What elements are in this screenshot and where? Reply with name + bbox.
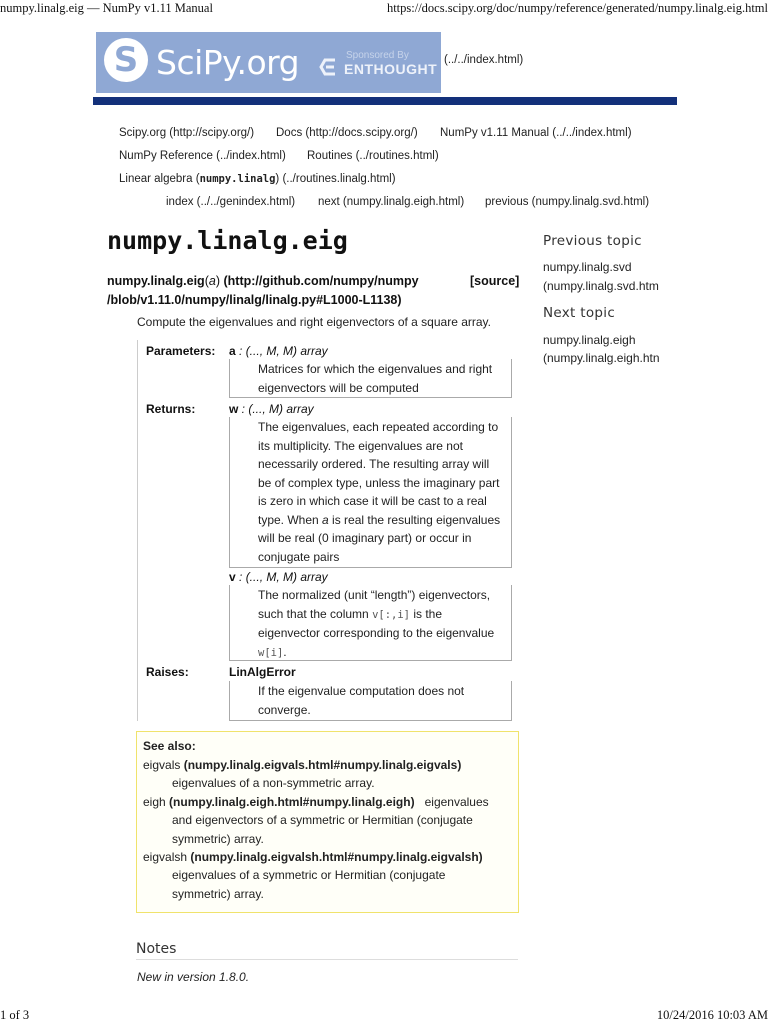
see-also-eigh-desc-start: eigenvalues bbox=[424, 795, 489, 809]
see-also-eigvals-link[interactable]: (numpy.linalg.eigvals.html#numpy.linalg.eigvals) bbox=[183, 758, 462, 772]
breadcrumb-docs[interactable]: Docs (http://docs.scipy.org/) bbox=[276, 127, 418, 139]
return-w-desc-line: its multiplicity. The eigenvalues are not bbox=[258, 438, 463, 453]
sponsor-label: Sponsored By bbox=[346, 50, 409, 61]
print-footer-page: 1 of 3 bbox=[0, 1008, 30, 1022]
param-a-name: a bbox=[229, 344, 236, 358]
see-also-eigvalsh-desc-2: symmetric) array. bbox=[172, 887, 264, 901]
see-also-eigvals-name: eigvals bbox=[143, 758, 181, 772]
breadcrumb-linalg-prefix: Linear algebra ( bbox=[119, 173, 200, 185]
see-also-heading bbox=[143, 737, 196, 756]
return-v-desc-line bbox=[258, 643, 494, 663]
see-also-eigh-name: eigh bbox=[143, 795, 166, 809]
return-w-desc-line: The eigenvalues, each repeated according to bbox=[258, 420, 499, 434]
see-also-eigvalsh-desc: eigenvalues of a symmetric or Hermitian (conjugate bbox=[172, 868, 446, 882]
raise-desc-line: If the eigenvalue computation does not bbox=[258, 684, 465, 698]
page-title: numpy.linalg.eig bbox=[107, 226, 348, 255]
see-also-eigh[interactable] bbox=[143, 793, 489, 812]
breadcrumb-linear-algebra[interactable] bbox=[119, 173, 396, 185]
return-w-desc-italic: a bbox=[322, 512, 329, 527]
breadcrumb-numpy-reference[interactable]: NumPy Reference (../index.html) bbox=[119, 150, 286, 162]
return-v-desc bbox=[258, 586, 494, 662]
source-link[interactable]: [source] bbox=[470, 274, 520, 288]
breadcrumb-scipy-org[interactable]: Scipy.org (http://scipy.org/) bbox=[119, 127, 255, 139]
return-v-desc-line: eigenvector corresponding to the eigenvalue bbox=[258, 626, 495, 640]
param-a bbox=[229, 344, 328, 358]
print-header-url: https://docs.scipy.org/doc/numpy/reference/generated/numpy.linalg.eig.html bbox=[386, 1, 768, 15]
see-also-heading-text: See also: bbox=[143, 739, 196, 753]
scipy-logo-banner[interactable] bbox=[96, 32, 441, 93]
sidebar-previous-heading: Previous topic bbox=[543, 233, 642, 249]
raise-desc bbox=[258, 682, 464, 719]
breadcrumb-linalg-code: numpy.linalg bbox=[199, 173, 276, 185]
param-a-desc-line: eigenvectors will be computed bbox=[258, 380, 419, 395]
signature-open-paren: ( bbox=[204, 274, 209, 288]
param-a-desc bbox=[258, 360, 492, 397]
enthought-logo-icon bbox=[318, 56, 340, 78]
return-v-desc-line: The normalized (unit “length”) eigenvectors, bbox=[258, 588, 491, 602]
notes-divider bbox=[136, 959, 518, 960]
sidebar-next-heading: Next topic bbox=[543, 305, 616, 321]
raise-linalgerror bbox=[229, 665, 296, 679]
return-v-desc-part: is the bbox=[410, 606, 443, 621]
signature-source-link-2[interactable]: /blob/v1.11.0/numpy/linalg/linalg.py#L1000-L1138) bbox=[107, 293, 402, 307]
relnav-next-link[interactable]: next (numpy.linalg.eigh.html) bbox=[318, 196, 465, 208]
print-footer-datetime: 10/24/2016 10:03 AM bbox=[656, 1008, 768, 1022]
return-w-desc-line: will be real (0 imaginary part) or occur in bbox=[258, 531, 472, 545]
return-w-name: w bbox=[229, 402, 239, 416]
param-table-border bbox=[137, 340, 139, 721]
return-v-name: v bbox=[229, 570, 236, 584]
signature-arg: a bbox=[208, 274, 216, 288]
raise-error-name: LinAlgError bbox=[229, 665, 296, 679]
param-a-desc-line: Matrices for which the eigenvalues and right bbox=[258, 362, 493, 376]
return-w-desc-line: be of complex type, unless the imaginary part bbox=[258, 475, 500, 490]
sidebar-next-link-url[interactable]: (numpy.linalg.eigh.htn bbox=[543, 351, 660, 365]
return-w-desc-part: is real the resulting eigenvalues bbox=[328, 512, 501, 527]
scipy-logo-text: SciPy.org bbox=[156, 43, 300, 82]
return-w-desc-line bbox=[258, 511, 500, 530]
returns-label: Returns: bbox=[146, 402, 196, 416]
signature-name: numpy.linalg.eig bbox=[107, 274, 205, 288]
function-description: Compute the eigenvalues and right eigenvectors of a square array. bbox=[137, 315, 491, 329]
return-w-type: : (..., M) array bbox=[238, 402, 314, 416]
return-v-desc-part: such that the column bbox=[258, 606, 373, 621]
return-w bbox=[229, 402, 314, 416]
return-w-desc-line: necessarily ordered. The resulting array will bbox=[258, 457, 490, 471]
return-w-desc-part: type. When bbox=[258, 512, 323, 527]
print-header-title: numpy.linalg.eig — NumPy v1.11 Manual bbox=[0, 1, 213, 15]
return-w-desc-line: is zero in which case it will be cast to a real bbox=[258, 494, 487, 508]
sidebar-next-link[interactable]: numpy.linalg.eigh bbox=[543, 333, 636, 347]
breadcrumb-numpy-manual[interactable]: NumPy v1.11 Manual (../../index.html) bbox=[440, 127, 632, 139]
return-v-desc-part: . bbox=[283, 644, 287, 659]
relnav-index-link[interactable]: index (../../genindex.html) bbox=[166, 196, 296, 208]
return-w-desc-line: conjugate pairs bbox=[258, 549, 340, 564]
see-also-eigvalsh[interactable] bbox=[143, 848, 483, 867]
see-also-eigvals-desc: eigenvalues of a non-symmetric array. bbox=[172, 776, 375, 790]
logo-link-text[interactable]: (../../index.html) bbox=[444, 54, 524, 66]
sidebar-previous-link[interactable]: numpy.linalg.svd bbox=[543, 260, 632, 274]
function-signature bbox=[107, 274, 419, 288]
notes-text: New in version 1.8.0. bbox=[137, 970, 250, 984]
see-also-eigvals[interactable] bbox=[143, 756, 461, 775]
breadcrumb-routines[interactable]: Routines (../routines.html) bbox=[307, 150, 439, 162]
return-v bbox=[229, 570, 328, 584]
return-v-type: : (..., M, M) array bbox=[235, 570, 328, 584]
see-also-eigvalsh-link[interactable]: (numpy.linalg.eigvalsh.html#numpy.linalg.eigvalsh) bbox=[190, 850, 483, 864]
signature-close-paren: ) bbox=[215, 274, 220, 288]
signature-source-link[interactable]: (http://github.com/numpy/numpy bbox=[223, 274, 419, 288]
see-also-eigh-desc: and eigenvectors of a symmetric or Hermitian (conjugate bbox=[172, 813, 473, 827]
see-also-eigh-link[interactable]: (numpy.linalg.eigh.html#numpy.linalg.eigh) bbox=[169, 795, 415, 809]
return-v-desc-code: w[i] bbox=[258, 646, 284, 659]
return-v-desc-code: v[:,i] bbox=[372, 608, 411, 621]
raises-label: Raises: bbox=[146, 665, 189, 679]
header-divider-bar bbox=[93, 97, 677, 105]
sponsor-name: ENTHOUGHT bbox=[344, 61, 438, 77]
relnav-previous-link[interactable]: previous (numpy.linalg.svd.html) bbox=[485, 196, 650, 208]
return-v-desc-line bbox=[258, 605, 494, 625]
scipy-logo-s-glyph: S bbox=[113, 40, 139, 80]
see-also-eigh-desc-2: symmetric) array. bbox=[172, 832, 264, 846]
raise-desc-line: converge. bbox=[258, 702, 311, 717]
return-w-desc bbox=[258, 418, 500, 566]
param-a-type: : (..., M, M) array bbox=[235, 344, 328, 358]
breadcrumb-linalg-suffix: ) (../routines.linalg.html) bbox=[275, 173, 396, 185]
see-also-eigvalsh-name: eigvalsh bbox=[143, 850, 188, 864]
sidebar-previous-link-url[interactable]: (numpy.linalg.svd.htm bbox=[543, 279, 659, 293]
parameters-label: Parameters: bbox=[146, 344, 216, 358]
notes-heading: Notes bbox=[136, 941, 177, 957]
